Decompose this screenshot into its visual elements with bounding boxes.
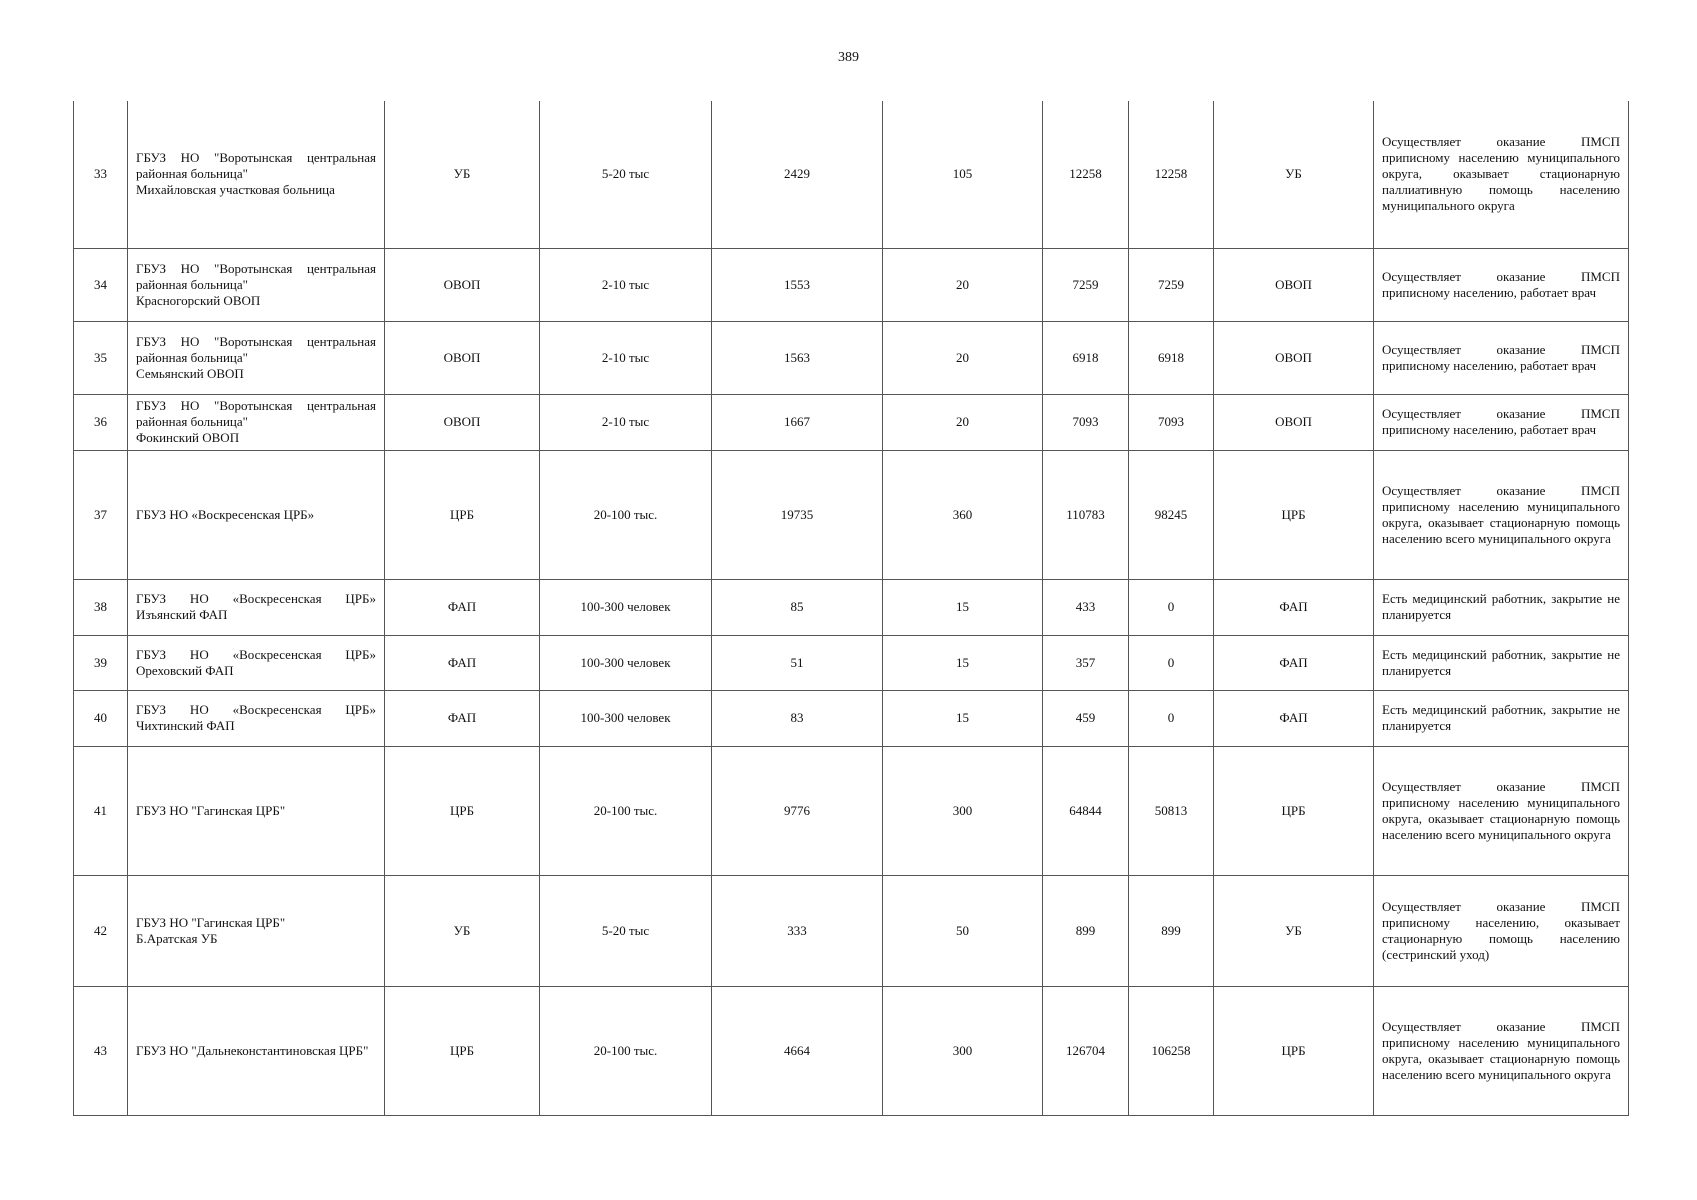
target-type-cell: ОВОП bbox=[1214, 248, 1374, 321]
value-cell-2: 20 bbox=[883, 248, 1043, 321]
table-row bbox=[74, 579, 1629, 635]
description-cell: Осуществляет оказание ПМСП приписному населению, работает врач bbox=[1374, 394, 1629, 450]
target-type-cell: ОВОП bbox=[1214, 394, 1374, 450]
value-cell-4: 0 bbox=[1129, 635, 1214, 690]
value-cell-4: 899 bbox=[1129, 875, 1214, 986]
target-type-cell: УБ bbox=[1214, 101, 1374, 248]
facility-name-line: Фокинский ОВОП bbox=[136, 430, 240, 445]
value-cell-3: 899 bbox=[1043, 875, 1129, 986]
description-cell: Осуществляет оказание ПМСП приписному населению муниципального округа, оказывает стационарную помощь населению всего муниципального округа bbox=[1374, 450, 1629, 579]
value-cell-4: 98245 bbox=[1129, 450, 1214, 579]
facility-type-cell: УБ bbox=[385, 101, 540, 248]
target-type-cell: УБ bbox=[1214, 875, 1374, 986]
population-range-cell: 20-100 тыс. bbox=[540, 986, 712, 1115]
table-row bbox=[74, 986, 1629, 1115]
target-type-cell: ОВОП bbox=[1214, 321, 1374, 394]
facility-name-line: ГБУЗ НО "Воротынская центральная районная больница" bbox=[136, 398, 376, 429]
facility-name-line: Б.Аратская УБ bbox=[136, 930, 218, 946]
population-range-cell: 2-10 тыс bbox=[540, 321, 712, 394]
description-cell: Есть медицинский работник, закрытие не планируется bbox=[1374, 579, 1629, 635]
population-range-cell: 20-100 тыс. bbox=[540, 746, 712, 875]
table-row bbox=[74, 635, 1629, 690]
row-number-cell: 37 bbox=[74, 450, 128, 579]
description-cell: Осуществляет оказание ПМСП приписному населению, работает врач bbox=[1374, 248, 1629, 321]
facility-type-cell: ЦРБ bbox=[385, 746, 540, 875]
description-cell: Осуществляет оказание ПМСП приписному населению, работает врач bbox=[1374, 321, 1629, 394]
facility-type-cell: ФАП bbox=[385, 579, 540, 635]
population-range-cell: 2-10 тыс bbox=[540, 248, 712, 321]
value-cell-1: 83 bbox=[712, 690, 883, 746]
value-cell-2: 15 bbox=[883, 635, 1043, 690]
value-cell-2: 360 bbox=[883, 450, 1043, 579]
facility-name-cell bbox=[128, 579, 385, 635]
facility-name-line: Красногорский ОВОП bbox=[136, 292, 261, 308]
facility-name-line: ГБУЗ НО "Воротынская центральная районная больница" bbox=[136, 150, 376, 182]
population-range-cell: 2-10 тыс bbox=[540, 394, 712, 450]
facility-name-line: ГБУЗ НО "Дальнеконстантиновская ЦРБ" bbox=[136, 1042, 369, 1058]
facility-name-cell bbox=[128, 321, 385, 394]
target-type-cell: ФАП bbox=[1214, 635, 1374, 690]
value-cell-4: 50813 bbox=[1129, 746, 1214, 875]
table-row bbox=[74, 875, 1629, 986]
facility-name-line: ГБУЗ НО "Воротынская центральная районная больница" bbox=[136, 333, 376, 365]
table-row bbox=[74, 101, 1629, 248]
value-cell-4: 7259 bbox=[1129, 248, 1214, 321]
value-cell-3: 12258 bbox=[1043, 101, 1129, 248]
table-row bbox=[74, 394, 1629, 450]
value-cell-2: 15 bbox=[883, 690, 1043, 746]
value-cell-1: 333 bbox=[712, 875, 883, 986]
row-number-cell: 39 bbox=[74, 635, 128, 690]
value-cell-3: 110783 bbox=[1043, 450, 1129, 579]
value-cell-1: 85 bbox=[712, 579, 883, 635]
value-cell-1: 1667 bbox=[712, 394, 883, 450]
table-body bbox=[74, 101, 1629, 1115]
facility-name-line: ГБУЗ НО «Воскресенская ЦРБ» bbox=[136, 506, 315, 522]
value-cell-3: 64844 bbox=[1043, 746, 1129, 875]
facility-table bbox=[73, 101, 1629, 1116]
row-number-cell: 38 bbox=[74, 579, 128, 635]
facility-type-cell: ОВОП bbox=[385, 248, 540, 321]
value-cell-4: 106258 bbox=[1129, 986, 1214, 1115]
row-number-cell: 41 bbox=[74, 746, 128, 875]
table-row bbox=[74, 321, 1629, 394]
facility-type-cell: ЦРБ bbox=[385, 450, 540, 579]
facility-name-line: ГБУЗ НО "Воротынская центральная районная больница" bbox=[136, 260, 376, 292]
page-number: 389 bbox=[838, 50, 859, 65]
table-row bbox=[74, 746, 1629, 875]
table-row bbox=[74, 248, 1629, 321]
facility-type-cell: ОВОП bbox=[385, 321, 540, 394]
population-range-cell: 100-300 человек bbox=[540, 579, 712, 635]
value-cell-2: 20 bbox=[883, 394, 1043, 450]
row-number-cell: 42 bbox=[74, 875, 128, 986]
description-cell: Осуществляет оказание ПМСП приписному населению муниципального округа, оказывает стационарную помощь населению всего муниципального округа bbox=[1374, 986, 1629, 1115]
value-cell-2: 300 bbox=[883, 986, 1043, 1115]
value-cell-1: 1553 bbox=[712, 248, 883, 321]
population-range-cell: 100-300 человек bbox=[540, 690, 712, 746]
description-cell: Осуществляет оказание ПМСП приписному населению, оказывает стационарную помощь населению (сестринский уход) bbox=[1374, 875, 1629, 986]
target-type-cell: ЦРБ bbox=[1214, 450, 1374, 579]
population-range-cell: 5-20 тыс bbox=[540, 875, 712, 986]
facility-name-cell bbox=[128, 690, 385, 746]
value-cell-3: 7259 bbox=[1043, 248, 1129, 321]
description-cell: Осуществляет оказание ПМСП приписному населению муниципального округа, оказывает стационарную помощь населению всего муниципального округа bbox=[1374, 746, 1629, 875]
facility-name-cell bbox=[128, 875, 385, 986]
row-number-cell: 43 bbox=[74, 986, 128, 1115]
value-cell-2: 300 bbox=[883, 746, 1043, 875]
table-row bbox=[74, 690, 1629, 746]
facility-type-cell: ФАП bbox=[385, 635, 540, 690]
facility-type-cell: ЦРБ bbox=[385, 986, 540, 1115]
row-number-cell: 35 bbox=[74, 321, 128, 394]
value-cell-1: 19735 bbox=[712, 450, 883, 579]
value-cell-1: 9776 bbox=[712, 746, 883, 875]
facility-name-line: ГБУЗ НО "Гагинская ЦРБ" bbox=[136, 914, 286, 930]
value-cell-4: 6918 bbox=[1129, 321, 1214, 394]
facility-name-cell bbox=[128, 101, 385, 248]
population-range-cell: 20-100 тыс. bbox=[540, 450, 712, 579]
value-cell-1: 4664 bbox=[712, 986, 883, 1115]
value-cell-1: 51 bbox=[712, 635, 883, 690]
population-range-cell: 100-300 человек bbox=[540, 635, 712, 690]
facility-name-line: ГБУЗ НО «Воскресенская ЦРБ» Ореховский ФАП bbox=[136, 646, 376, 678]
row-number-cell: 36 bbox=[74, 394, 128, 450]
facility-name-cell bbox=[128, 248, 385, 321]
description-cell: Осуществляет оказание ПМСП приписному населению муниципального округа, оказывает стационарную паллиативную помощь населению муниципального округа bbox=[1374, 101, 1629, 248]
target-type-cell: ФАП bbox=[1214, 579, 1374, 635]
value-cell-2: 15 bbox=[883, 579, 1043, 635]
facility-name-line: Семьянский ОВОП bbox=[136, 365, 244, 381]
facility-name-cell bbox=[128, 450, 385, 579]
description-cell: Есть медицинский работник, закрытие не планируется bbox=[1374, 635, 1629, 690]
facility-name-cell bbox=[128, 635, 385, 690]
table-row bbox=[74, 450, 1629, 579]
value-cell-3: 459 bbox=[1043, 690, 1129, 746]
facility-type-cell: ФАП bbox=[385, 690, 540, 746]
value-cell-3: 6918 bbox=[1043, 321, 1129, 394]
facility-name-line: Михайловская участковая больница bbox=[136, 182, 335, 198]
value-cell-4: 0 bbox=[1129, 690, 1214, 746]
value-cell-4: 0 bbox=[1129, 579, 1214, 635]
facility-name-line: ГБУЗ НО «Воскресенская ЦРБ» Изъянский ФАП bbox=[136, 591, 376, 622]
row-number-cell: 33 bbox=[74, 101, 128, 248]
value-cell-4: 12258 bbox=[1129, 101, 1214, 248]
value-cell-4: 7093 bbox=[1129, 394, 1214, 450]
target-type-cell: ЦРБ bbox=[1214, 986, 1374, 1115]
facility-name-cell bbox=[128, 394, 385, 450]
value-cell-3: 7093 bbox=[1043, 394, 1129, 450]
row-number-cell: 34 bbox=[74, 248, 128, 321]
value-cell-3: 126704 bbox=[1043, 986, 1129, 1115]
value-cell-2: 50 bbox=[883, 875, 1043, 986]
value-cell-2: 20 bbox=[883, 321, 1043, 394]
facility-name-cell bbox=[128, 746, 385, 875]
facility-name-line: ГБУЗ НО "Гагинская ЦРБ" bbox=[136, 802, 286, 818]
facility-type-cell: ОВОП bbox=[385, 394, 540, 450]
description-cell: Есть медицинский работник, закрытие не планируется bbox=[1374, 690, 1629, 746]
value-cell-2: 105 bbox=[883, 101, 1043, 248]
population-range-cell: 5-20 тыс bbox=[540, 101, 712, 248]
value-cell-3: 357 bbox=[1043, 635, 1129, 690]
value-cell-1: 2429 bbox=[712, 101, 883, 248]
facility-type-cell: УБ bbox=[385, 875, 540, 986]
facility-name-line: ГБУЗ НО «Воскресенская ЦРБ» Чихтинский ФАП bbox=[136, 702, 376, 733]
row-number-cell: 40 bbox=[74, 690, 128, 746]
target-type-cell: ЦРБ bbox=[1214, 746, 1374, 875]
facility-name-cell bbox=[128, 986, 385, 1115]
value-cell-1: 1563 bbox=[712, 321, 883, 394]
value-cell-3: 433 bbox=[1043, 579, 1129, 635]
target-type-cell: ФАП bbox=[1214, 690, 1374, 746]
